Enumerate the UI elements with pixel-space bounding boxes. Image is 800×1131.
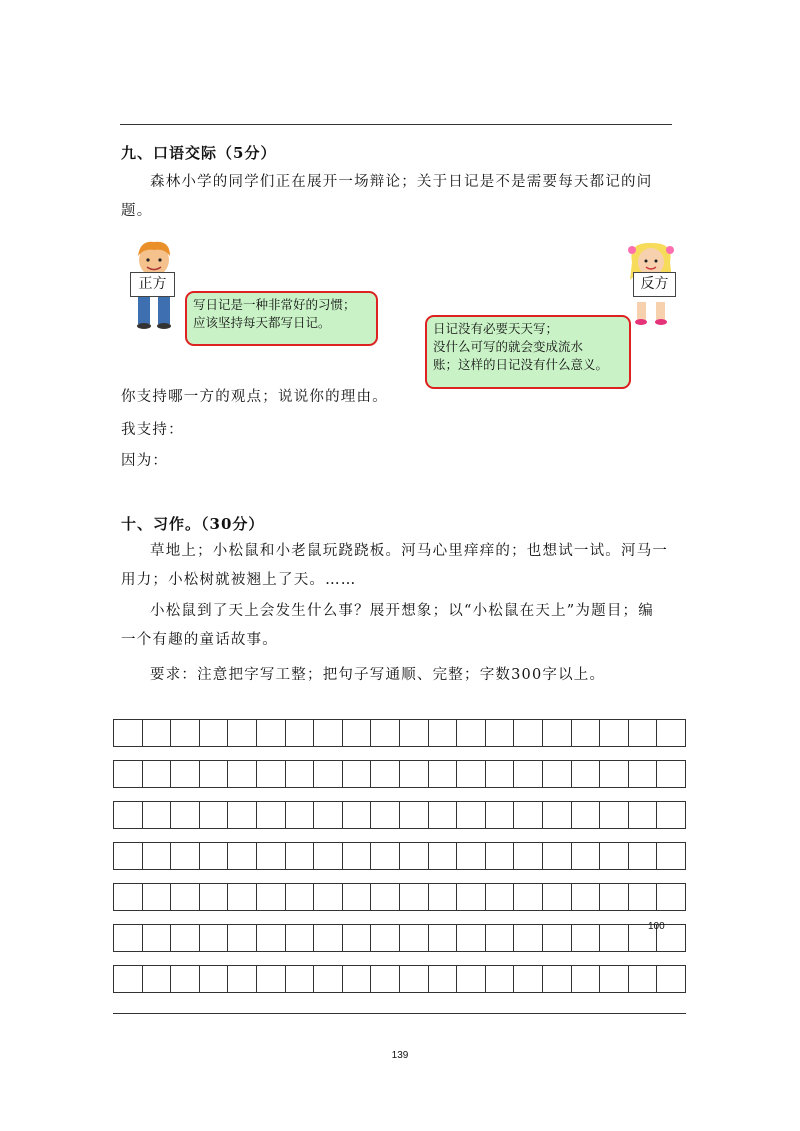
grid-cell[interactable] [600, 966, 629, 992]
grid-cell[interactable] [600, 802, 629, 828]
grid-cell[interactable] [486, 802, 515, 828]
grid-cell[interactable] [200, 884, 229, 910]
grid-cell[interactable] [286, 802, 315, 828]
grid-cell[interactable] [400, 925, 429, 951]
grid-cell[interactable] [457, 761, 486, 787]
grid-cell[interactable] [514, 884, 543, 910]
grid-cell[interactable] [143, 966, 172, 992]
grid-cell[interactable] [457, 966, 486, 992]
grid-cell[interactable] [257, 761, 286, 787]
right-speech-bubble [425, 315, 631, 389]
grid-cell[interactable] [657, 843, 685, 869]
grid-cell[interactable] [543, 884, 572, 910]
left-bubble-line2: 应该坚持每天都写日记。 [193, 315, 331, 330]
grid-cell[interactable] [314, 720, 343, 746]
grid-cell[interactable] [114, 761, 143, 787]
writing-grid[interactable] [113, 719, 686, 1006]
grid-cell[interactable] [429, 843, 458, 869]
grid-cell[interactable] [314, 884, 343, 910]
grid-cell[interactable] [600, 761, 629, 787]
grid-row [113, 883, 686, 911]
grid-cell[interactable] [514, 925, 543, 951]
top-rule [120, 124, 672, 125]
grid-cell[interactable] [429, 761, 458, 787]
grid-cell[interactable] [629, 966, 658, 992]
grid-cell[interactable] [257, 720, 286, 746]
grid-cell[interactable] [228, 720, 257, 746]
grid-row [113, 842, 686, 870]
grid-cell[interactable] [200, 802, 229, 828]
grid-cell[interactable] [143, 843, 172, 869]
grid-cell[interactable] [400, 884, 429, 910]
grid-cell[interactable] [629, 720, 658, 746]
left-bubble-line1: 写日记是一种非常好的习惯； [193, 297, 356, 312]
right-bubble-line2: 没什么可写的就会变成流水 [433, 339, 584, 354]
grid-cell[interactable] [257, 925, 286, 951]
grid-cell[interactable] [343, 966, 372, 992]
grid-cell[interactable] [343, 925, 372, 951]
grid-cell[interactable] [371, 966, 400, 992]
grid-cell[interactable] [457, 843, 486, 869]
grid-cell[interactable] [429, 802, 458, 828]
grid-cell[interactable] [143, 720, 172, 746]
grid-cell[interactable] [629, 802, 658, 828]
grid-cell[interactable] [657, 966, 685, 992]
grid-cell[interactable] [343, 884, 372, 910]
grid-cell[interactable] [400, 843, 429, 869]
section-10-p2-line2: 一个有趣的童话故事。 [121, 632, 278, 648]
grid-cell[interactable] [400, 802, 429, 828]
grid-cell[interactable] [572, 843, 601, 869]
grid-row [113, 760, 686, 788]
grid-cell[interactable] [572, 884, 601, 910]
grid-cell[interactable] [228, 884, 257, 910]
grid-cell[interactable] [286, 761, 315, 787]
grid-cell[interactable] [629, 761, 658, 787]
character-count-mark: 100 [648, 921, 665, 932]
grid-cell[interactable] [143, 802, 172, 828]
grid-cell[interactable] [657, 761, 685, 787]
grid-cell[interactable] [514, 966, 543, 992]
grid-cell[interactable] [200, 720, 229, 746]
grid-cell[interactable] [314, 843, 343, 869]
grid-cell[interactable] [600, 925, 629, 951]
grid-cell[interactable] [543, 925, 572, 951]
grid-cell[interactable] [514, 802, 543, 828]
section-9-intro-line2: 题。 [121, 203, 153, 219]
grid-cell[interactable] [228, 966, 257, 992]
grid-cell[interactable] [314, 761, 343, 787]
grid-cell[interactable] [343, 761, 372, 787]
grid-cell[interactable] [257, 802, 286, 828]
grid-cell[interactable] [228, 761, 257, 787]
grid-cell[interactable] [371, 720, 400, 746]
page-number: 139 [391, 1050, 409, 1061]
grid-cell[interactable] [200, 925, 229, 951]
grid-cell[interactable] [171, 884, 200, 910]
grid-cell[interactable] [257, 884, 286, 910]
section-10-p2-line1: 小松鼠到了天上会发生什么事？展开想象；以“小松鼠在天上”为题目；编 [150, 603, 654, 619]
grid-cell[interactable] [114, 966, 143, 992]
left-side-sign: 正方 [130, 272, 175, 297]
section-10-p1-line1: 草地上；小松鼠和小老鼠玩跷跷板。河马心里痒痒的；也想试一试。河马一 [150, 543, 669, 559]
grid-cell[interactable] [143, 761, 172, 787]
grid-cell[interactable] [143, 925, 172, 951]
grid-cell[interactable] [429, 966, 458, 992]
grid-cell[interactable] [143, 884, 172, 910]
grid-cell[interactable] [514, 720, 543, 746]
grid-cell[interactable] [228, 925, 257, 951]
grid-cell[interactable] [486, 720, 515, 746]
right-bubble-line3: 账；这样的日记没有什么意义。 [433, 357, 609, 372]
because-label: 因为： [121, 453, 169, 469]
grid-cell[interactable] [543, 720, 572, 746]
grid-cell[interactable] [400, 761, 429, 787]
grid-cell[interactable] [400, 720, 429, 746]
grid-cell[interactable] [486, 884, 515, 910]
grid-cell[interactable] [657, 720, 685, 746]
grid-cell[interactable] [200, 761, 229, 787]
grid-cell[interactable] [486, 966, 515, 992]
grid-bottom-rule [113, 1013, 686, 1014]
grid-cell[interactable] [228, 843, 257, 869]
grid-row [113, 965, 686, 993]
grid-cell[interactable] [114, 843, 143, 869]
support-label: 我支持： [121, 422, 184, 438]
grid-cell[interactable] [171, 720, 200, 746]
grid-cell[interactable] [314, 925, 343, 951]
grid-cell[interactable] [257, 966, 286, 992]
grid-cell[interactable] [200, 843, 229, 869]
grid-cell[interactable] [343, 720, 372, 746]
grid-cell[interactable] [200, 966, 229, 992]
right-side-sign: 反方 [633, 272, 676, 297]
grid-cell[interactable] [486, 761, 515, 787]
grid-cell[interactable] [429, 884, 458, 910]
grid-cell[interactable] [371, 884, 400, 910]
grid-cell[interactable] [572, 720, 601, 746]
section-9-question: 你支持哪一方的观点；说说你的理由。 [121, 389, 388, 405]
grid-cell[interactable] [486, 843, 515, 869]
grid-cell[interactable] [114, 925, 143, 951]
grid-cell[interactable] [572, 925, 601, 951]
grid-cell[interactable] [171, 761, 200, 787]
grid-row [113, 924, 686, 952]
section-9-intro-line1: 森林小学的同学们正在展开一场辩论；关于日记是不是需要每天都记的问 [150, 174, 653, 190]
section-9-heading: 九、口语交际（5分） [121, 144, 277, 162]
grid-cell[interactable] [400, 966, 429, 992]
grid-cell[interactable] [543, 802, 572, 828]
grid-cell[interactable] [114, 720, 143, 746]
grid-row [113, 801, 686, 829]
grid-cell[interactable] [572, 966, 601, 992]
grid-cell[interactable] [114, 884, 143, 910]
grid-cell[interactable] [572, 761, 601, 787]
grid-cell[interactable] [457, 925, 486, 951]
grid-cell[interactable] [457, 802, 486, 828]
grid-cell[interactable] [286, 966, 315, 992]
grid-cell[interactable] [257, 843, 286, 869]
grid-cell[interactable] [343, 802, 372, 828]
grid-cell[interactable] [286, 925, 315, 951]
grid-cell[interactable] [457, 884, 486, 910]
grid-cell[interactable] [371, 843, 400, 869]
left-speech-bubble [185, 291, 378, 346]
grid-cell[interactable] [171, 802, 200, 828]
grid-cell[interactable] [286, 843, 315, 869]
grid-cell[interactable] [343, 843, 372, 869]
grid-cell[interactable] [114, 802, 143, 828]
grid-cell[interactable] [543, 966, 572, 992]
grid-cell[interactable] [657, 884, 685, 910]
grid-cell[interactable] [600, 720, 629, 746]
grid-cell[interactable] [228, 802, 257, 828]
grid-cell[interactable] [314, 966, 343, 992]
grid-cell[interactable] [543, 843, 572, 869]
grid-cell[interactable] [600, 884, 629, 910]
section-10-heading: 十、习作。（30分） [121, 515, 265, 533]
grid-cell[interactable] [286, 720, 315, 746]
grid-cell[interactable] [657, 802, 685, 828]
grid-cell[interactable] [629, 843, 658, 869]
grid-cell[interactable] [600, 843, 629, 869]
grid-cell[interactable] [514, 761, 543, 787]
grid-cell[interactable] [171, 966, 200, 992]
grid-cell[interactable] [572, 802, 601, 828]
grid-cell[interactable] [371, 925, 400, 951]
grid-row [113, 719, 686, 747]
grid-cell[interactable] [629, 884, 658, 910]
grid-cell[interactable] [543, 761, 572, 787]
right-bubble-line1: 日记没有必要天天写； [433, 321, 559, 336]
grid-cell[interactable] [314, 802, 343, 828]
grid-cell[interactable] [457, 720, 486, 746]
grid-cell[interactable] [371, 761, 400, 787]
grid-cell[interactable] [429, 720, 458, 746]
grid-cell[interactable] [171, 925, 200, 951]
section-10-p1-line2: 用力；小松树就被翘上了天。…… [121, 572, 357, 588]
grid-cell[interactable] [171, 843, 200, 869]
grid-cell[interactable] [286, 884, 315, 910]
grid-cell[interactable] [486, 925, 515, 951]
grid-cell[interactable] [514, 843, 543, 869]
section-10-requirement: 要求：注意把字写工整；把句子写通顺、完整；字数300字以上。 [150, 667, 606, 683]
grid-cell[interactable] [429, 925, 458, 951]
grid-cell[interactable] [371, 802, 400, 828]
